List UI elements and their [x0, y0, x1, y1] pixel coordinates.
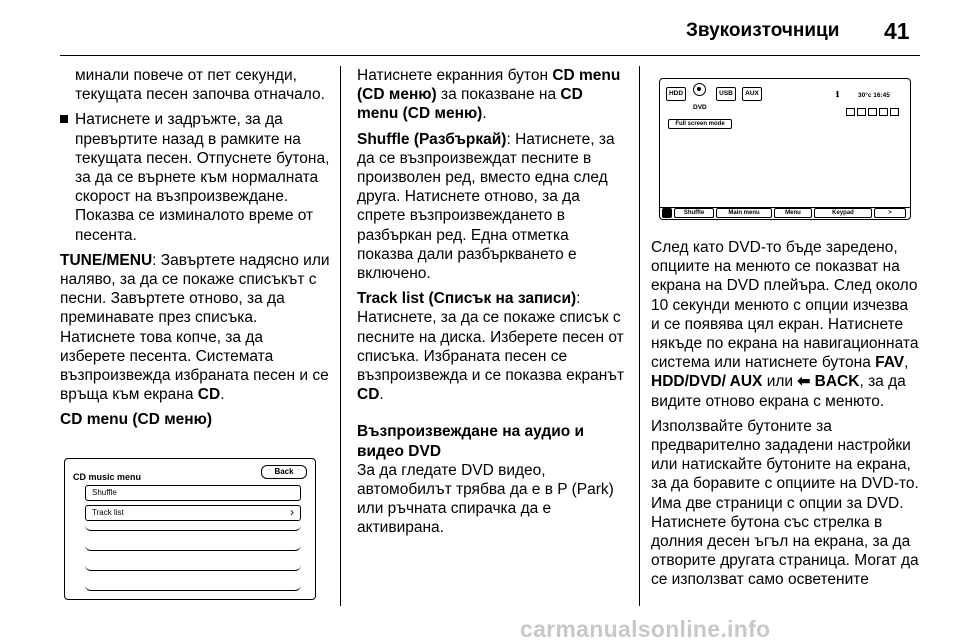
dvd-options-paragraph: Използвайте бутоните за предварително зададени настройки или натискайте бутоните на екрана, за да боравите с опциите на DVD-то. Има две страници с опции за DVD. Натиснете бутона със стрелка в долния десен ъгъл на екрана, за да отворите другата страница. Могат да се използват само осветените	[651, 417, 919, 589]
tune-menu-text: : Завъртете надясно или наляво, за да се покаже списъкът с песни. Завъртете отново, за да преминавате през списъка. Натиснете това копче, за да изберете песента. Системата възпроизвежда избраната песен и се връща към екрана	[60, 251, 330, 404]
shuffle-row	[85, 485, 301, 501]
period: .	[482, 105, 487, 123]
fav-term: FAV	[875, 354, 905, 372]
tune-menu-term: TUNE/MENU	[60, 251, 153, 269]
text: ,	[904, 354, 909, 372]
column-divider	[639, 66, 640, 606]
cd-term: CD	[357, 386, 380, 404]
page-number: 41	[884, 18, 910, 44]
column-3	[651, 78, 921, 596]
text: за показване на	[436, 86, 561, 104]
hdd-dvd-aux-term: HDD/DVD/ AUX	[651, 373, 763, 391]
back-arrow-icon: ⬅	[797, 373, 815, 391]
status-icon	[846, 108, 855, 116]
column-2	[357, 66, 625, 544]
cd-term: CD	[197, 386, 221, 404]
usb-button: USB	[716, 87, 736, 101]
back-term: BACK	[814, 373, 860, 391]
stop-icon	[662, 208, 672, 218]
shuffle-button: Shuffle	[674, 208, 714, 218]
cd-menu-term: CD menu (CD меню)	[357, 67, 621, 104]
text: След като DVD-то бъде заредено, опциите на менюто се показват на екрана на DVD плейъра. След около 10 секунди менюто с опции изчезва и се появява цял екран. Натиснете някъде по екрана на навигационната система или натиснете бутона	[651, 239, 919, 372]
watermark: carmanualsonline.info	[520, 616, 771, 642]
full-screen-button: Full screen mode	[668, 119, 732, 129]
page-title: Звукоизточници	[686, 20, 840, 41]
menu-button: Menu	[774, 208, 812, 218]
track-list-text: : Натиснете, за да се покаже списък с песните на диска. Изберете песен от списъка. Избраната песен се възпроизвежда и се показва екранът	[357, 290, 625, 385]
disc-icon	[693, 83, 706, 96]
text: Натиснете екранния бутон	[357, 67, 553, 84]
cd-music-menu-illustration	[64, 458, 316, 600]
status-readout: 30°c 16:45	[858, 92, 890, 99]
cd-menu-term: CD menu (CD меню)	[357, 86, 583, 123]
header-rule	[60, 55, 920, 56]
bullet-item	[60, 110, 332, 244]
aux-button: AUX	[742, 87, 762, 101]
main-menu-button: Main menu	[716, 208, 772, 218]
status-icon	[868, 108, 877, 116]
chevron-right-icon: ›	[290, 504, 294, 519]
cd-menu-heading: CD menu (CD меню)	[60, 411, 213, 429]
track-list-label: Track list	[92, 507, 124, 517]
dvd-section-text: За да гледате DVD видео, автомобилът трябва да е в P (Park) или ръчната спирачка да е активирана.	[357, 461, 614, 537]
dvd-section-heading: Възпроизвеждане на аудио и видео DVD	[357, 423, 585, 460]
column-divider	[340, 66, 341, 606]
dvd-screen-illustration	[659, 78, 911, 220]
column-1	[60, 66, 332, 600]
text: или	[762, 373, 798, 391]
empty-row	[85, 557, 301, 571]
empty-row	[85, 517, 301, 531]
text: , за да видите отново екрана с менюто.	[651, 373, 906, 410]
status-icon	[857, 108, 866, 116]
info-icon: ℹ	[836, 90, 840, 99]
empty-row	[85, 577, 301, 591]
tune-menu-paragraph	[60, 251, 332, 405]
empty-row	[85, 537, 301, 551]
bottom-button-bar	[660, 207, 910, 219]
page-header	[0, 0, 960, 50]
status-icon	[879, 108, 888, 116]
dvd-label: DVD	[693, 104, 707, 111]
bullet-square-icon	[60, 115, 68, 123]
dvd-menu-paragraph	[651, 238, 921, 411]
continued-text: минали повече от пет секунди, текущата песен започва отначало.	[75, 67, 325, 104]
period: .	[379, 386, 384, 404]
back-button: Back	[261, 465, 307, 479]
shuffle-label: Shuffle	[92, 487, 117, 497]
cd-music-menu-title: CD music menu	[73, 471, 142, 482]
hdd-button: HDD	[666, 87, 686, 101]
shuffle-text: : Натиснете, за да се възпроизвеждат песните в произволен ред, вместо една след друга. Натиснете отново, за да спрете възпроизвеждането в разбъркан ред. Една отметка показва дали разбъркването е включено.	[357, 130, 615, 283]
next-page-button: >	[874, 208, 906, 218]
shuffle-term: Shuffle (Разбъркай)	[357, 130, 507, 148]
shuffle-paragraph	[357, 130, 625, 284]
keypad-button: Keypad	[814, 208, 872, 218]
track-list-paragraph	[357, 289, 625, 404]
period: .	[220, 386, 225, 404]
bullet-text: Натиснете и задръжте, за да превъртите назад в рамките на текущата песен. Отпуснете бутона, за да се върнете към нормалната скорост на възпроизвеждане. Показва се изминалото време от песента.	[75, 111, 330, 244]
track-list-term: Track list (Списък на записи)	[357, 290, 577, 308]
status-icon	[890, 108, 899, 116]
cd-menu-paragraph	[357, 66, 625, 124]
